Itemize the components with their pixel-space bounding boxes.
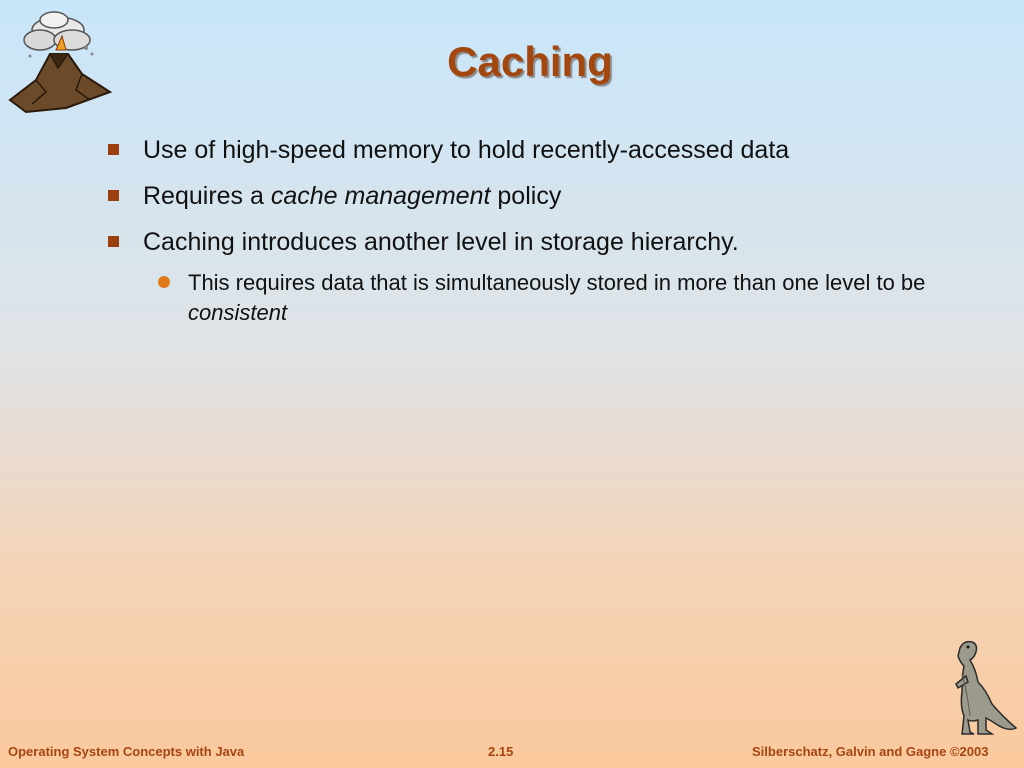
slide-title: Caching [447,38,613,85]
square-bullet-icon [108,144,119,155]
bullet-text: Caching introduces another level in storage hierarchy. [143,228,739,256]
sub-bullet-text-prefix: This requires data that is simultaneously stored in more than one level to be [188,270,926,295]
footer-book-title: Operating System Concepts with Java [8,744,245,759]
bullet-text [143,180,561,212]
bullet-item [108,134,968,166]
square-bullet-icon [108,236,119,247]
bullet-item [108,180,968,212]
sub-bullet-text-emphasis: consistent [188,300,288,325]
bullet-text: Use of high-speed memory to hold recently-accessed data [143,136,790,164]
square-bullet-icon [108,190,119,201]
dinosaur-icon [946,636,1020,736]
bullet-text-prefix: Requires a [143,182,271,210]
bullet-item [108,226,968,258]
footer-slide-number: 2.15 [488,744,514,759]
bullet-text-suffix: policy [490,182,562,210]
sub-bullet-item [158,268,968,328]
bullet-list [108,134,968,328]
bullet-text-emphasis: cache management [270,182,491,210]
round-bullet-icon [158,276,170,288]
sub-bullet-text [188,268,928,328]
footer-copyright: Silberschatz, Galvin and Gagne ©2003 [752,744,989,759]
